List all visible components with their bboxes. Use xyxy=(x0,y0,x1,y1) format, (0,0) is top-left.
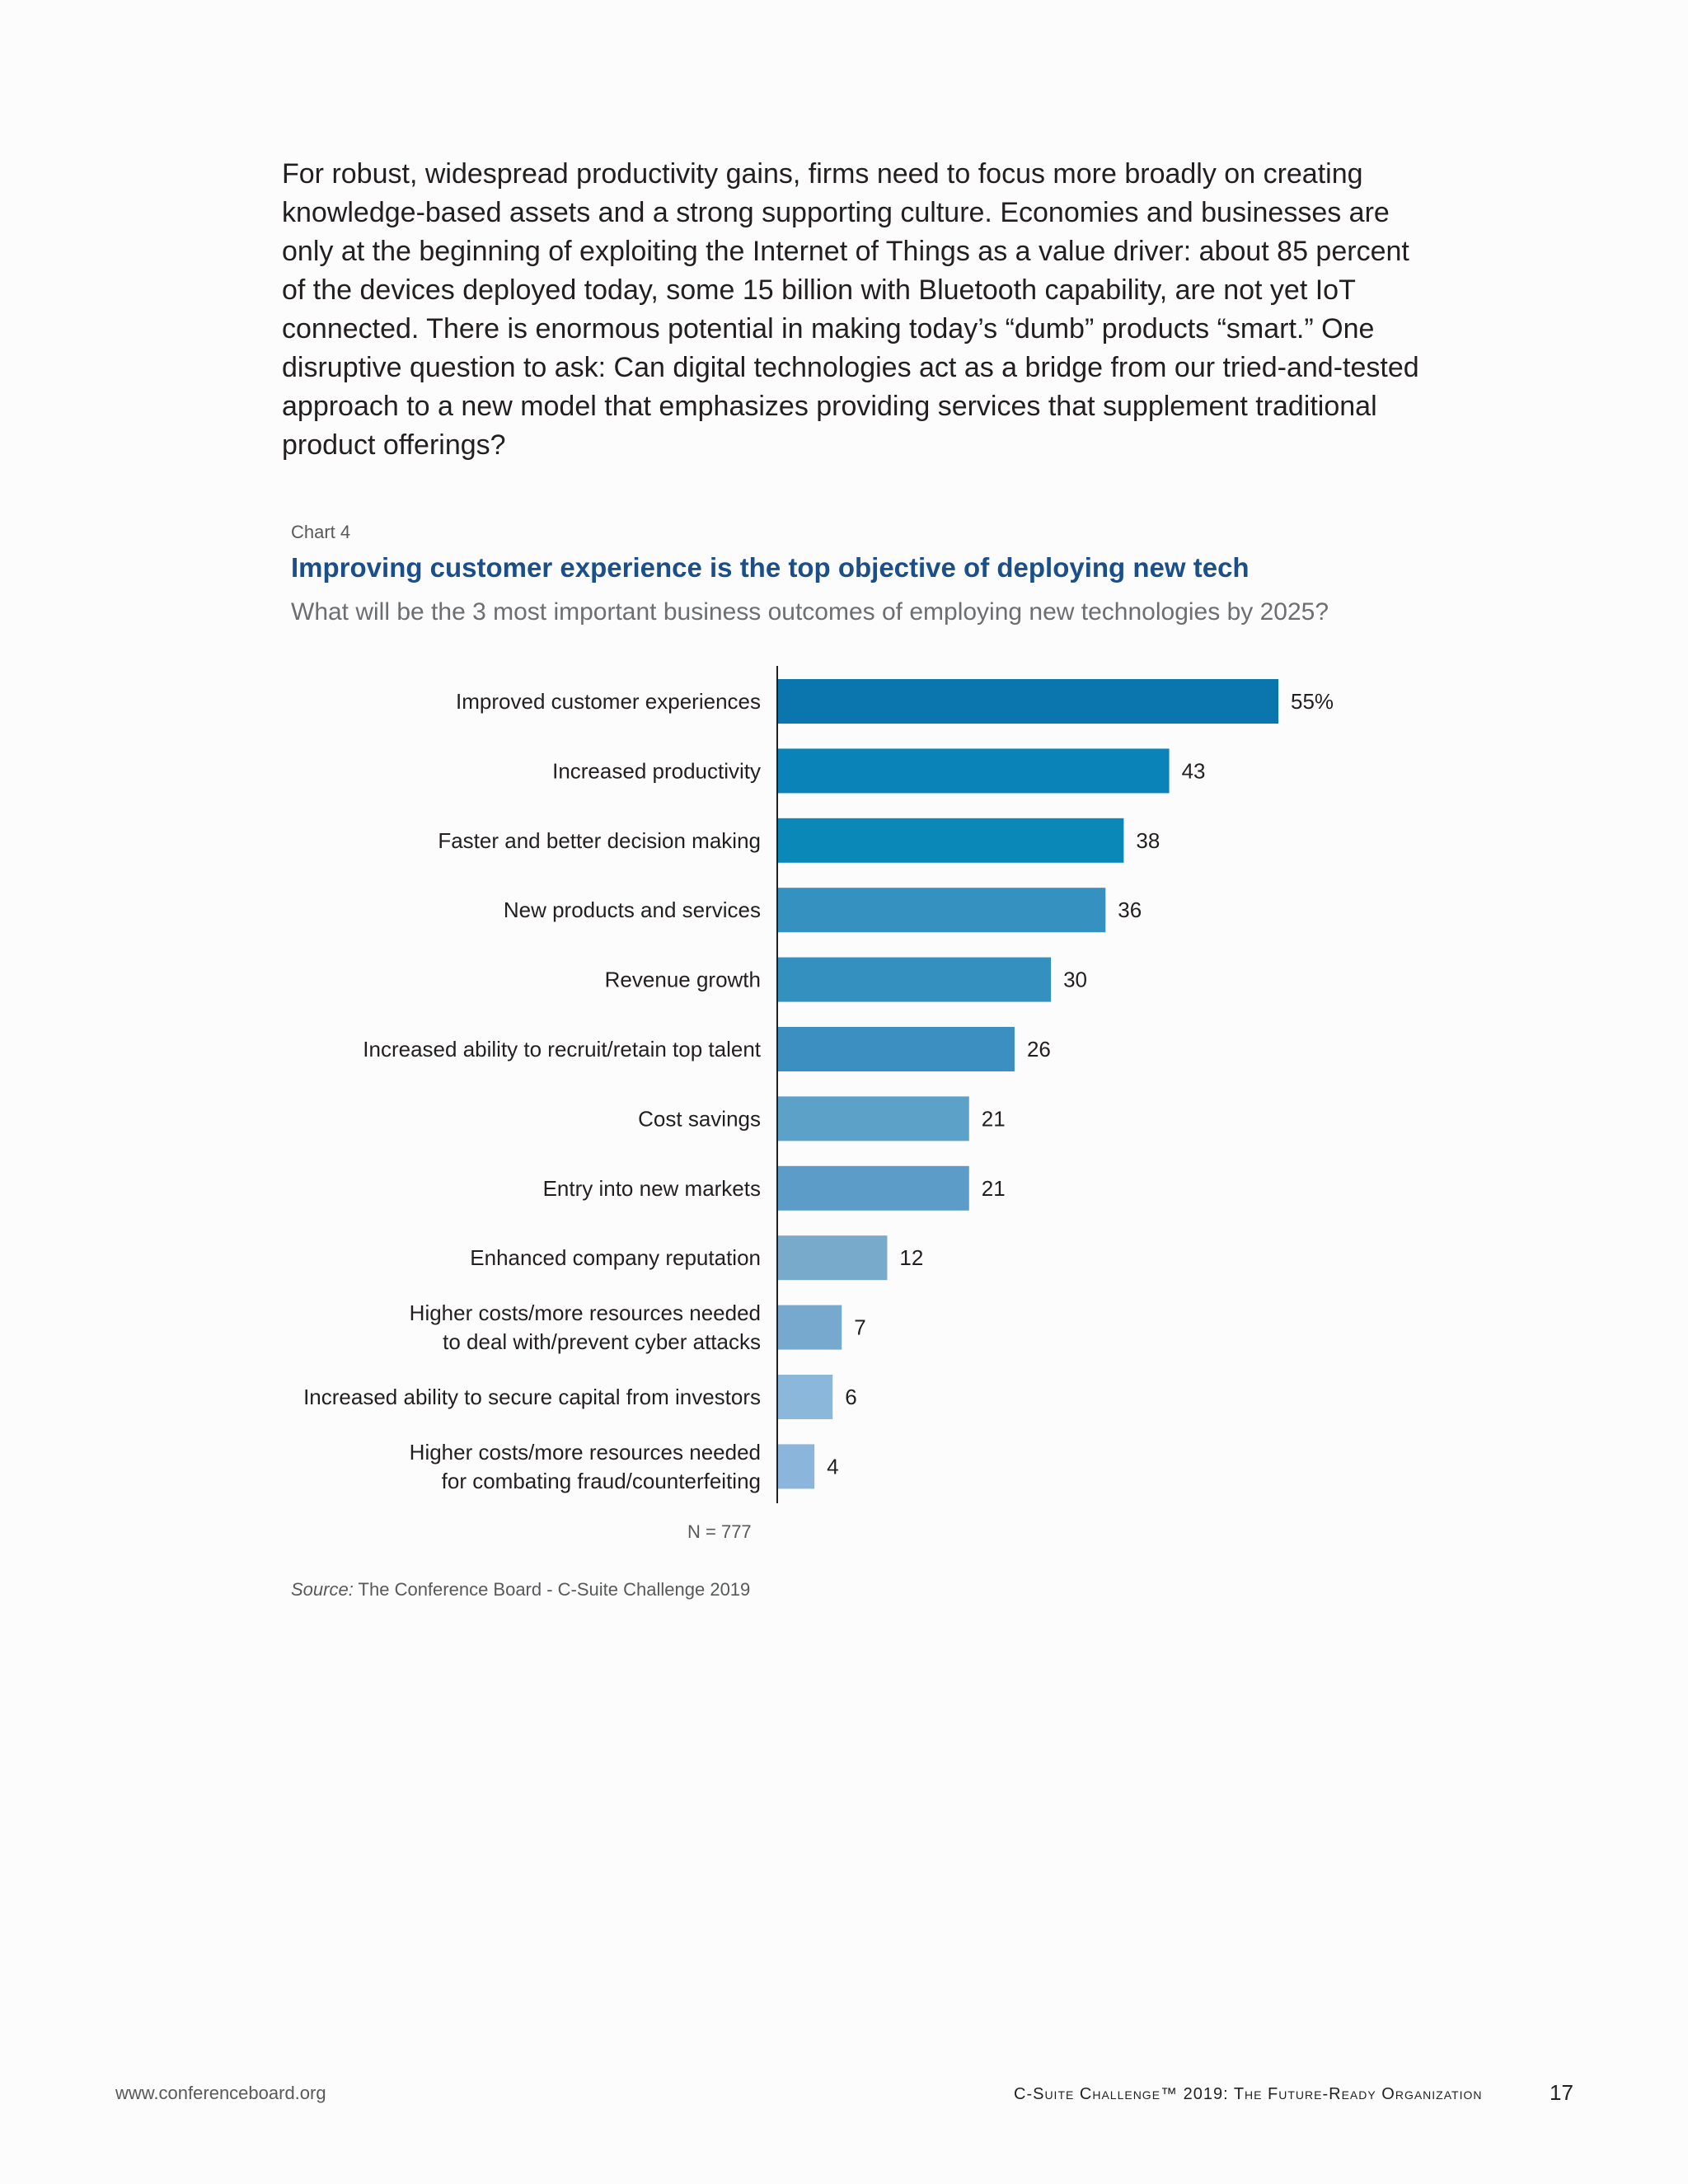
bar xyxy=(778,679,1278,724)
source-note xyxy=(291,1579,750,1601)
bar xyxy=(778,1235,887,1280)
chart-subtitle: What will be the 3 most important business outcomes of employing new technologies by 2025? xyxy=(291,598,1329,626)
chart-title: Improving customer experience is the top objective of deploying new tech xyxy=(291,552,1250,583)
category-label: Increased productivity xyxy=(552,758,761,784)
footer-url: www.conferenceboard.org xyxy=(115,2083,326,2103)
bar xyxy=(778,818,1123,863)
bar xyxy=(778,958,1051,1002)
category-label: Enhanced company reputation xyxy=(470,1245,761,1271)
value-label: 21 xyxy=(981,1106,1006,1132)
bar xyxy=(778,1096,969,1141)
bar xyxy=(778,1444,814,1488)
value-label: 26 xyxy=(1026,1037,1051,1062)
bar xyxy=(778,1166,969,1211)
value-label: 12 xyxy=(899,1245,924,1271)
value-label: 36 xyxy=(1118,898,1142,923)
value-label: 6 xyxy=(845,1385,857,1409)
category-label: Cost savings xyxy=(638,1106,761,1132)
bar xyxy=(778,888,1105,932)
bar xyxy=(778,1027,1015,1071)
source-label: Source: xyxy=(291,1579,354,1600)
value-label: 7 xyxy=(854,1315,866,1340)
page-number: 17 xyxy=(1550,2080,1573,2105)
value-label: 21 xyxy=(981,1175,1006,1201)
bar xyxy=(778,1305,842,1350)
sample-size-note: N = 777 xyxy=(687,1521,752,1542)
chart-number: Chart 4 xyxy=(291,522,351,542)
value-label: 38 xyxy=(1136,827,1160,853)
value-label: 55% xyxy=(1291,689,1334,714)
category-label: Faster and better decision making xyxy=(438,827,761,853)
category-label: Improved customer experiences xyxy=(456,689,761,714)
bar xyxy=(778,748,1170,793)
footer-title: C-Suite Challenge™ 2019: The Future-Ready Organization xyxy=(1014,2085,1483,2103)
category-label: Increased ability to recruit/retain top talent xyxy=(363,1037,761,1062)
value-label: 4 xyxy=(827,1454,839,1479)
category-label: Increased ability to secure capital from investors xyxy=(303,1385,761,1409)
category-label: Higher costs/more resources needed for combating fraud/counterfeiting xyxy=(409,1439,761,1493)
source-text: The Conference Board - C-Suite Challenge 2019 xyxy=(353,1579,751,1600)
category-label: Higher costs/more resources needed to deal with/prevent cyber attacks xyxy=(409,1301,761,1355)
intro-paragraph: For robust, widespread productivity gains, firms need to focus more broadly on creating knowledge-based assets and a strong supporting culture. Economies and businesses are only at the beginning of exploiting the Internet of Things as a value driver: about 85 percent of the devices deployed today, some 15 billion with Bluetooth capability, are not yet IoT connected. There is enormous potential in making today’s “dumb” products “smart.” One disruptive question to ask: Can digital technologies act as a bridge from our tried-and-tested approach to a new model that emphasizes providing services that supplement traditional product offerings? xyxy=(282,158,1419,461)
bar xyxy=(778,1375,832,1419)
category-label: Revenue growth xyxy=(604,967,761,992)
category-label: Entry into new markets xyxy=(542,1175,761,1201)
value-label: 43 xyxy=(1181,758,1206,784)
value-label: 30 xyxy=(1063,967,1088,992)
category-label: New products and services xyxy=(503,898,761,923)
